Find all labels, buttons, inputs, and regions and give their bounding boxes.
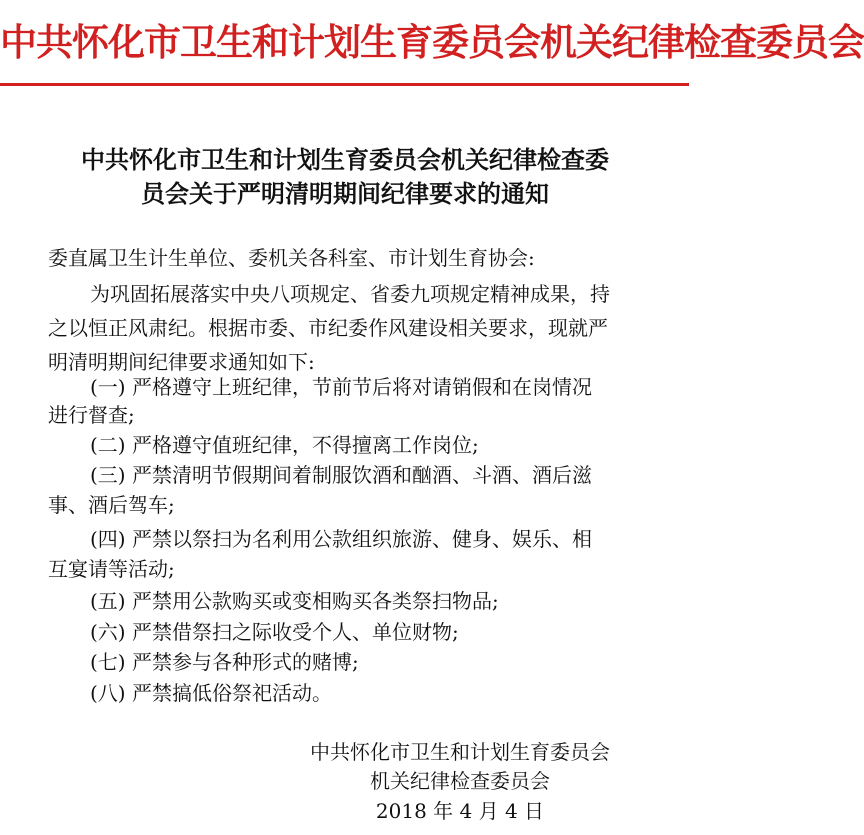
item-4-line-1: (四) 严禁以祭扫为名利用公款组织旅游、健身、娱乐、相 — [90, 527, 592, 551]
item-4-line-2: 互宴请等活动; — [48, 557, 175, 581]
intro-line-3: 明清明期间纪律要求通知如下: — [48, 350, 315, 374]
intro-line-2: 之以恒正风肃纪。根据市委、市纪委作风建设相关要求，现就严 — [48, 316, 608, 340]
item-5: (五) 严禁用公款购买或变相购买各类祭扫物品; — [90, 589, 499, 613]
notice-title-line-2: 员会关于严明清明期间纪律要求的通知 — [141, 180, 549, 208]
item-2: (二) 严格遵守值班纪律，不得擅离工作岗位; — [90, 433, 479, 457]
signature-org-line-1: 中共怀化市卫生和计划生育委员会 — [310, 740, 610, 764]
item-8: (八) 严禁搞低俗祭祀活动。 — [90, 681, 332, 705]
intro-line-1: 为巩固拓展落实中央八项规定、省委九项规定精神成果，持 — [90, 282, 610, 306]
signature-org-line-2: 机关纪律检查委员会 — [370, 769, 550, 793]
item-6: (六) 严禁借祭扫之际收受个人、单位财物; — [90, 620, 459, 644]
salutation: 委直属卫生计生单位、委机关各科室、市计划生育协会: — [48, 246, 535, 270]
letterhead-title: 中共怀化市卫生和计划生育委员会机关纪律检查委员会 — [0, 21, 864, 64]
item-7: (七) 严禁参与各种形式的赌博; — [90, 650, 359, 674]
item-3-line-2: 事、酒后驾车; — [48, 493, 175, 517]
notice-title-line-1: 中共怀化市卫生和计划生育委员会机关纪律检查委 — [81, 146, 609, 174]
item-1-line-2: 进行督查; — [48, 403, 135, 427]
item-1-line-1: (一) 严格遵守上班纪律，节前节后将对请销假和在岗情况 — [90, 375, 592, 399]
item-3-line-1: (三) 严禁清明节假期间着制服饮酒和酗酒、斗酒、酒后滋 — [90, 463, 592, 487]
letterhead-divider — [0, 83, 689, 86]
signature-date: 2018 年 4 月 4 日 — [375, 799, 545, 823]
